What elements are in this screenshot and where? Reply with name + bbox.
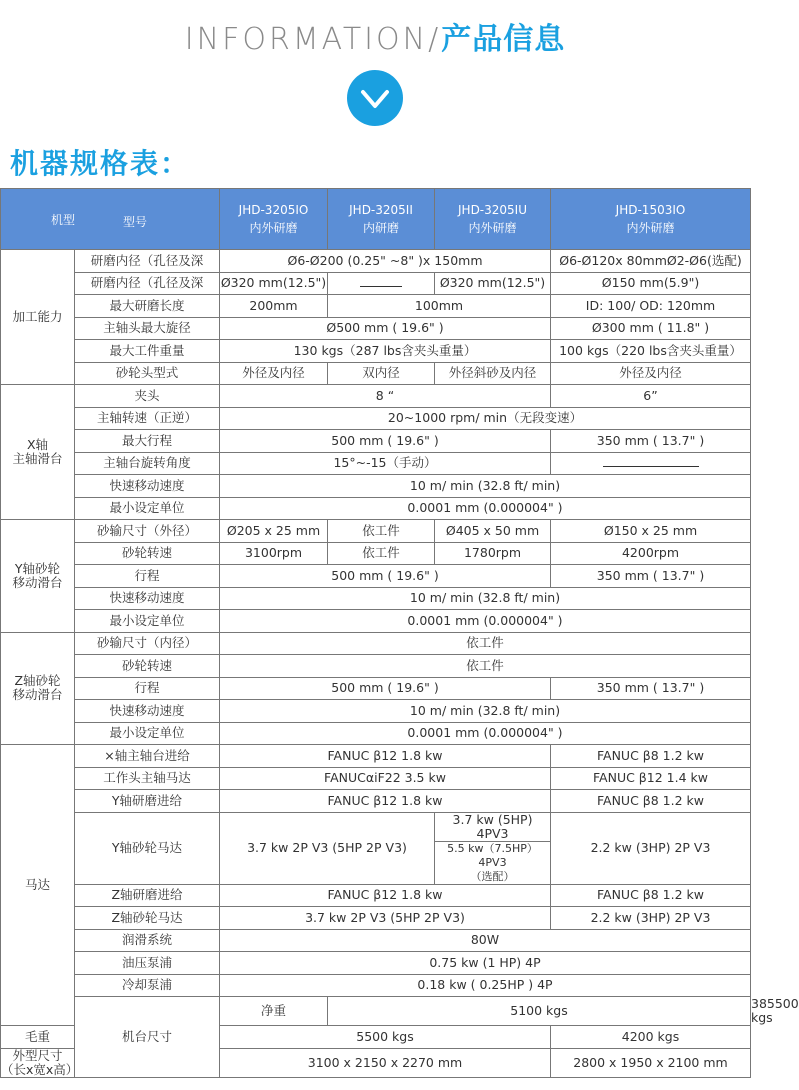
- row-label: 行程: [75, 565, 220, 588]
- table-row: [1, 907, 751, 930]
- cell-value: 3100rpm: [220, 542, 328, 565]
- row-label: Z轴研磨进给: [75, 884, 220, 907]
- table-row: [1, 340, 751, 363]
- table-row: [1, 295, 751, 318]
- row-label: 最大工件重量: [75, 340, 220, 363]
- table-row: [1, 520, 751, 543]
- cell-value: Ø405 x 50 mm: [435, 520, 551, 543]
- cell-value: 15°~-15（手动）: [220, 452, 551, 475]
- cell-value: 5500 kgs: [220, 1026, 551, 1049]
- cell-value: 双内径: [328, 362, 435, 385]
- model-header: [435, 189, 551, 250]
- table-row: [1, 884, 751, 907]
- row-label: 最小设定单位: [75, 497, 220, 520]
- cell-value: 4200rpm: [551, 542, 751, 565]
- group-label-line: X轴: [26, 437, 49, 452]
- row-label: 主轴转速（正逆）: [75, 407, 220, 430]
- table-row: [1, 385, 751, 408]
- cell-value: FANUC β8 1.2 kw: [551, 884, 751, 907]
- cell-blank: [551, 452, 751, 475]
- row-label: Y轴研磨进给: [75, 790, 220, 813]
- row-label: 冷却泵浦: [75, 974, 220, 997]
- row-label: 研磨内径（孔径及深: [75, 250, 220, 273]
- model-name: JHD-3205IU: [458, 203, 527, 217]
- table-row: [1, 452, 751, 475]
- cell-value: FANUCαiF22 3.5 kw: [220, 767, 551, 790]
- table-row: [1, 812, 751, 841]
- cell-value: FANUC β12 1.8 kw: [220, 745, 551, 768]
- row-label: 快速移动速度: [75, 700, 220, 723]
- model-type: 内外研磨: [468, 221, 517, 235]
- cell-value: FANUC β12 1.4 kw: [551, 767, 751, 790]
- model-type: 内研磨: [362, 221, 399, 235]
- cell-value: 外径及内径: [220, 362, 328, 385]
- cell-blank: [328, 272, 435, 295]
- table-row: [1, 677, 751, 700]
- row-label: 快速移动速度: [75, 475, 220, 498]
- cell-value: Ø150 mm(5.9"): [551, 272, 751, 295]
- cell-value: FANUC β12 1.8 kw: [220, 790, 551, 813]
- cell-value: 200mm: [220, 295, 328, 318]
- table-row: 机台尺寸 净重 5100 kgs 385500 kgs: [1, 997, 751, 1026]
- cell-value: 350 mm ( 13.7" ): [551, 565, 751, 588]
- row-label: 最小设定单位: [75, 722, 220, 745]
- row-label: Y轴砂轮马达: [75, 812, 220, 884]
- blank-line: [603, 458, 699, 467]
- cell-value: 500 mm ( 19.6" ): [220, 677, 551, 700]
- table-row: [1, 632, 751, 655]
- chevron-down-icon: [347, 70, 403, 126]
- cell-value: 3.7 kw 2P V3 (5HP 2P V3): [220, 907, 551, 930]
- table-row: [1, 475, 751, 498]
- row-label: 砂输尺寸（外径）: [75, 520, 220, 543]
- row-label: 最大行程: [75, 430, 220, 453]
- table-row: [1, 722, 751, 745]
- table-row: [1, 250, 751, 273]
- table-row: [1, 565, 751, 588]
- blank-line: [360, 278, 402, 287]
- cell-value: Ø150 x 25 mm: [551, 520, 751, 543]
- cell-value: 500 mm ( 19.6" ): [220, 430, 551, 453]
- cell-value: 依工件: [220, 632, 751, 655]
- cell-value-optional: [435, 841, 551, 884]
- table-row: [1, 745, 751, 768]
- table-row: [1, 587, 751, 610]
- table-row: [1, 790, 751, 813]
- cell-value: 10 m/ min (32.8 ft/ min): [220, 475, 751, 498]
- table-row: [1, 929, 751, 952]
- cell-value: Ø6-Ø200 (0.25" ~8" )x 150mm: [220, 250, 551, 273]
- cell-value: 80W: [220, 929, 751, 952]
- cell-value: 500 mm ( 19.6" ): [220, 565, 551, 588]
- cell-value: 4200 kgs: [551, 1026, 751, 1049]
- diagonal-divider: [1, 189, 220, 249]
- cell-value: Ø300 mm ( 11.8" ): [551, 317, 751, 340]
- row-label: 砂轮转速: [75, 542, 220, 565]
- cell-value: FANUC β8 1.2 kw: [551, 745, 751, 768]
- row-label: 夹头: [75, 385, 220, 408]
- model-header: [220, 189, 328, 250]
- group-label-line: Y轴砂轮: [14, 560, 61, 576]
- group-label-processing: 加工能力: [1, 250, 75, 385]
- table-row: [1, 974, 751, 997]
- row-label: 行程: [75, 677, 220, 700]
- table-row: [1, 362, 751, 385]
- corner-label-model: 机型: [51, 213, 76, 227]
- row-label: ×轴主轴台进给: [75, 745, 220, 768]
- cell-value: 100 kgs（220 lbs含夹头重量）: [551, 340, 751, 363]
- section-title: 机器规格表：: [10, 147, 191, 180]
- table-row: [1, 317, 751, 340]
- cell-value: 10 m/ min (32.8 ft/ min): [220, 587, 751, 610]
- cell-value: 依工件: [220, 655, 751, 678]
- row-label: 快速移动速度: [75, 587, 220, 610]
- cell-value: 1780rpm: [435, 542, 551, 565]
- table-row: [1, 497, 751, 520]
- spec-table: [0, 188, 799, 1078]
- cell-value: Ø500 mm ( 19.6" ): [220, 317, 551, 340]
- table-row: [1, 407, 751, 430]
- group-label-line: Z轴砂轮: [14, 673, 61, 689]
- cell-value: 100mm: [328, 295, 551, 318]
- corner-label-type: 型号: [123, 215, 148, 229]
- row-label: 净重: [220, 997, 328, 1026]
- row-label: 砂轮头型式: [75, 362, 220, 385]
- table-row: [1, 655, 751, 678]
- header-title: [0, 14, 750, 58]
- table-row: [1, 700, 751, 723]
- group-label-x-axis: [1, 385, 75, 520]
- cell-value: 外径及内径: [551, 362, 751, 385]
- header-title-cn: 产品信息: [441, 22, 566, 57]
- cell-value: 5100 kgs: [328, 997, 751, 1026]
- model-type: 内外研磨: [249, 221, 298, 235]
- cell-value: 6”: [551, 385, 751, 408]
- group-label-line: 移动滑台: [12, 687, 63, 703]
- row-label: Z轴砂轮马达: [75, 907, 220, 930]
- cell-value: 350 mm ( 13.7" ): [551, 677, 751, 700]
- model-header: [551, 189, 751, 250]
- cell-value: 2.2 kw (3HP) 2P V3: [551, 812, 751, 884]
- cell-value: 3100 x 2150 x 2270 mm: [220, 1048, 551, 1077]
- row-label: 外型尺寸（长x宽x高）: [1, 1047, 79, 1077]
- cell-value: 0.75 kw (1 HP) 4P: [220, 952, 751, 975]
- cell-value: 依工件: [328, 542, 435, 565]
- optional-note: （选配）: [470, 869, 515, 883]
- row-label: 主轴台旋转角度: [75, 452, 220, 475]
- header-title-en: INFORMATION/: [184, 22, 442, 57]
- row-label: 工作头主轴马达: [75, 767, 220, 790]
- page-header: [0, 0, 750, 130]
- cell-value: 10 m/ min (32.8 ft/ min): [220, 700, 751, 723]
- cell-value: 3.7 kw 2P V3 (5HP 2P V3): [220, 812, 435, 884]
- table-row: [1, 542, 751, 565]
- cell-value: 0.0001 mm (0.000004" ): [220, 722, 751, 745]
- row-label: 毛重: [1, 1026, 75, 1049]
- table-row: [1, 767, 751, 790]
- cell-value: 3.7 kw (5HP) 4PV3: [435, 812, 551, 841]
- model-header: [328, 189, 435, 250]
- cell-value: Ø320 mm(12.5"): [220, 272, 328, 295]
- cell-value: Ø6-Ø120x 80mmØ2-Ø6(选配): [551, 250, 751, 273]
- cell-value: FANUC β8 1.2 kw: [551, 790, 751, 813]
- model-name: JHD-3205IO: [238, 203, 309, 217]
- cell-value: Ø205 x 25 mm: [220, 520, 328, 543]
- scroll-down-button[interactable]: [347, 70, 403, 126]
- group-label-line: 主轴滑台: [12, 451, 63, 466]
- cell-value: 8 “: [220, 385, 551, 408]
- row-label: 最小设定单位: [75, 610, 220, 633]
- cell-value: 20~1000 rpm/ min（无段变速）: [220, 407, 751, 430]
- group-label-size: 机台尺寸: [75, 997, 220, 1078]
- cell-value: 350 mm ( 13.7" ): [551, 430, 751, 453]
- row-label: 最大研磨长度: [75, 295, 220, 318]
- model-name: JHD-1503IO: [615, 203, 686, 217]
- cell-value: ID: 100/ OD: 120mm: [551, 295, 751, 318]
- row-label: 研磨内径（孔径及深: [75, 272, 220, 295]
- model-type: 内外研磨: [626, 221, 675, 235]
- cell-value: 2.2 kw (3HP) 2P V3: [551, 907, 751, 930]
- cell-value: 130 kgs（287 lbs含夹头重量）: [220, 340, 551, 363]
- cell-value: 外径斜砂及内径: [435, 362, 551, 385]
- row-label: 主轴头最大旋径: [75, 317, 220, 340]
- group-label-motor: 马达: [1, 745, 75, 1026]
- cell-value: 2800 x 1950 x 2100 mm: [551, 1048, 751, 1077]
- row-label: 砂轮转速: [75, 655, 220, 678]
- table-row: [1, 430, 751, 453]
- group-label-line: 移动滑台: [12, 574, 63, 590]
- cell-value: 0.0001 mm (0.000004" ): [220, 497, 751, 520]
- table-corner-cell: [1, 189, 220, 250]
- group-label-z-axis: [1, 632, 75, 745]
- table-header-row: [1, 189, 751, 250]
- row-label: 砂输尺寸（内径）: [75, 632, 220, 655]
- row-label: 润滑系统: [75, 929, 220, 952]
- cell-value: 依工件: [328, 520, 435, 543]
- table-row: [1, 610, 751, 633]
- table-row: [1, 952, 751, 975]
- model-name: JHD-3205II: [349, 203, 413, 217]
- cell-value: FANUC β12 1.8 kw: [220, 884, 551, 907]
- table-row: [1, 272, 751, 295]
- cell-value: 0.18 kw ( 0.25HP ) 4P: [220, 974, 751, 997]
- row-label: 油压泵浦: [75, 952, 220, 975]
- cell-value: 0.0001 mm (0.000004" ): [220, 610, 751, 633]
- cell-value: Ø320 mm(12.5"): [435, 272, 551, 295]
- group-label-y-axis: [1, 520, 75, 633]
- optional-spec: 5.5 kw（7.5HP）4PV3: [447, 841, 538, 869]
